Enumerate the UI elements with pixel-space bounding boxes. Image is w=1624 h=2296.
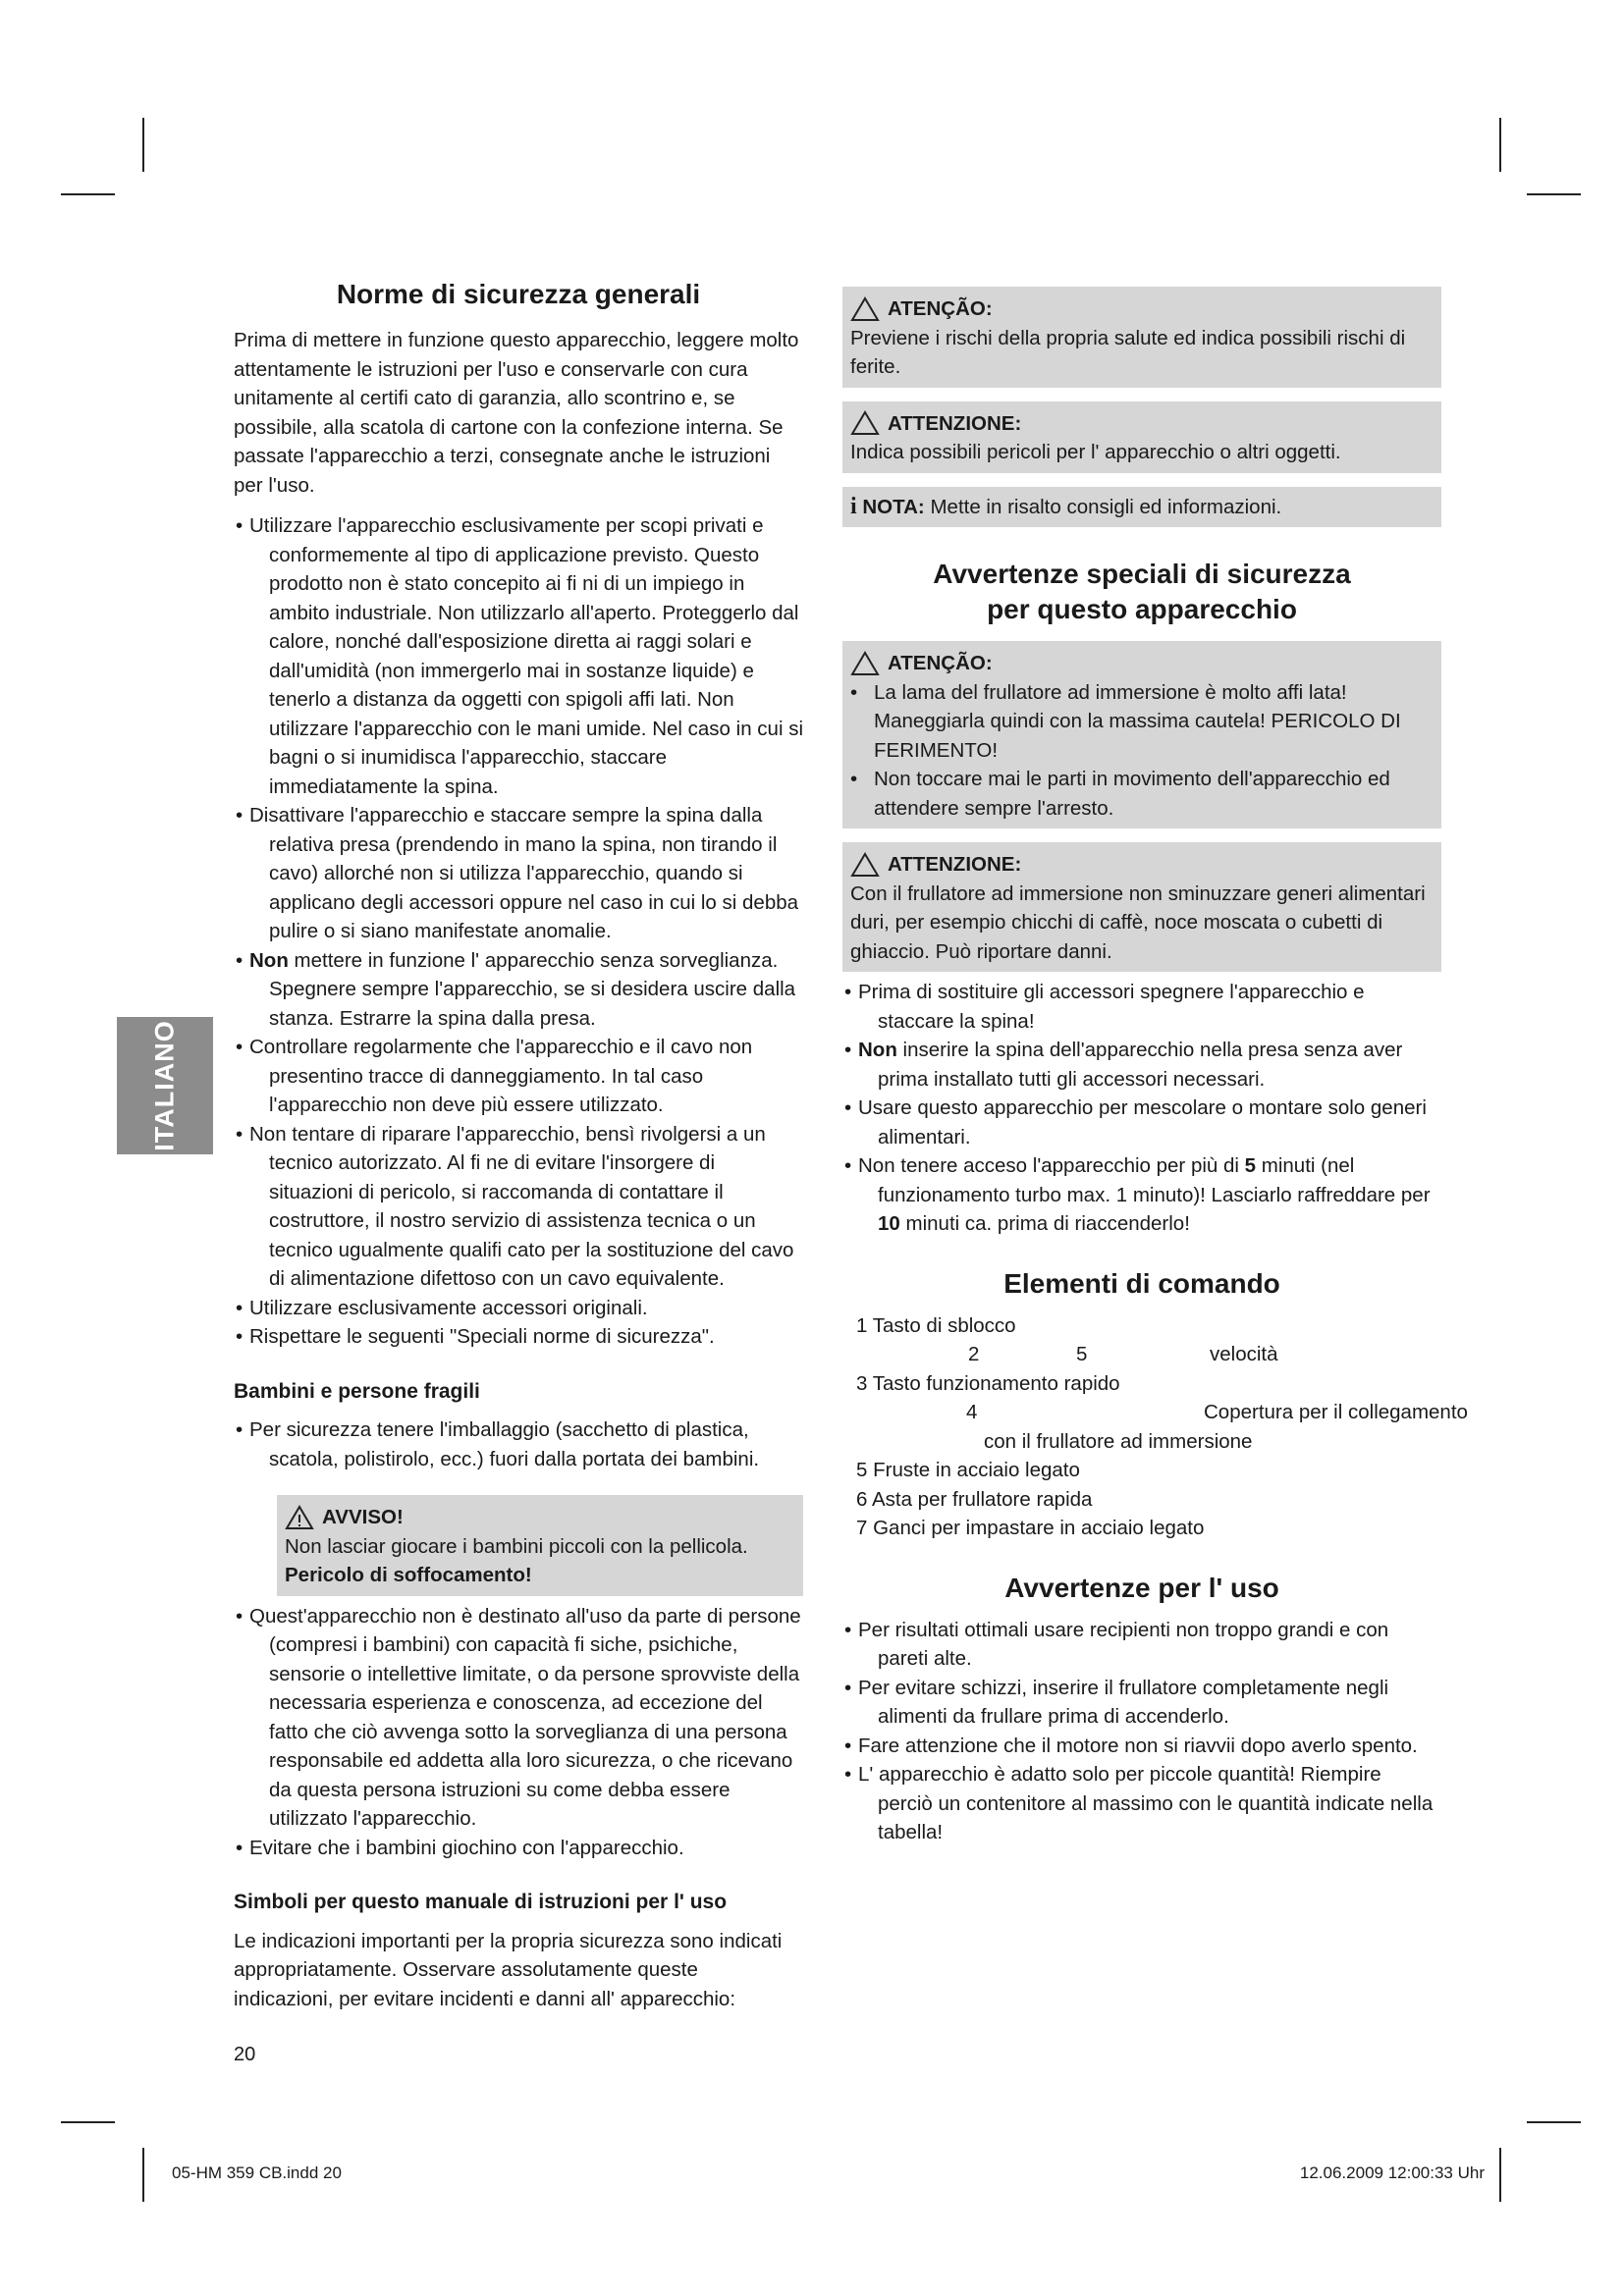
nota-box [842, 487, 1441, 528]
list-item: • Non toccare mai le parti in movimento dell'apparecchio ed attendere sempre l'arresto. [846, 765, 1434, 823]
control-item: 6 Asta per frullatore rapida [856, 1487, 1093, 1511]
list-item: • Utilizzare l'apparecchio esclusivamente per scopi privati e conformemente al tipo di applicazione previsto. Questo prodotto non è stato concepito ai fi ni di un impiego in ambito industriale. Non utilizzarlo all'aperto. Proteggerlo dal calore, nonché dall'esposizione diretta ai raggi solari e dall'umidità (non immergerlo mai in sostanze liquide) e tenerlo a distanza da oggetti con spigoli affi lati. Non utilizzare l'apparecchio con le mani umide. Nel caso in cui si bagni o si inumidisca l'apparecchio, staccare immediatamente la spina. [234, 511, 803, 801]
control-item: 3 Tasto funzionamento rapido [856, 1371, 1120, 1395]
usage-title: Avvertenze per l' uso [1004, 1572, 1279, 1603]
avviso-box [277, 1495, 803, 1596]
intro-paragraph: Prima di mettere in funzione questo apparecchio, leggere molto attentamente le istruzioni per l'uso e conservarle con cura unitamente al certifi cato di garanzia, allo scontrino e, se possibile, alla scatola di cartone con la confezione interna. Se passate l'apparecchio a terzi, consegnate anche le istruzioni per l'uso. [234, 329, 799, 497]
language-tab [117, 1017, 213, 1154]
language-tab-label: ITALIANO [149, 1020, 180, 1151]
list-item: • Evitare che i bambini giochino con l'apparecchio. [234, 1834, 803, 1863]
control-item: con il frullatore ad immersione [984, 1429, 1253, 1453]
avviso-text: Non lasciar giocare i bambini piccoli con la pellicola. [285, 1534, 748, 1558]
list-item: • L' apparecchio è adatto solo per piccole quantità! Riempire perciò un contenitore al massimo con le quantità indicate nella tabella! [842, 1760, 1441, 1847]
crop-mark [61, 193, 115, 195]
control-item: 7 Ganci per impastare in acciaio legato [856, 1517, 1205, 1539]
crop-mark [1527, 2121, 1581, 2123]
left-column [234, 277, 803, 2013]
attenzione-2-text: Con il frullatore ad immersione non sminuzzare generi alimentari duri, per esempio chicchi di caffè, noce moscata o cubetti di ghiaccio. Può riportare danni. [850, 881, 1426, 963]
atencao-box-2 [842, 641, 1441, 828]
general-safety-list [234, 511, 803, 1352]
list-item: • Non tenere acceso l'apparecchio per più di 5 minuti (nel funzionamento turbo max. 1 minuto)! Lasciarlo raffreddare per 10 minuti ca. prima di riaccenderlo! [842, 1151, 1441, 1239]
children-list-2 [234, 1602, 803, 1863]
special-safety-title-line2: per questo apparecchio [987, 594, 1297, 624]
list-item: • Controllare regolarmente che l'apparecchio e il cavo non presentino tracce di danneggiamento. In tal caso l'apparecchio non deve più essere utilizzato. [234, 1033, 803, 1120]
children-heading: Bambini e persone fragili [234, 1379, 480, 1403]
avviso-bold: Pericolo di soffocamento! [285, 1564, 532, 1586]
atencao-title: ATENÇÃO: [888, 297, 993, 320]
warning-triangle-icon [850, 296, 880, 322]
control-item: 4 Copertura per il collegamento [966, 1401, 1468, 1423]
list-item: • Prima di sostituire gli accessori spegnere l'apparecchio e staccare la spina! [842, 978, 1441, 1036]
page-number: 20 [234, 2044, 256, 2065]
right-column [842, 287, 1468, 1847]
section-title-general-safety: Norme di sicurezza generali [336, 279, 701, 309]
list-item: • Quest'apparecchio non è destinato all'uso da parte di persone (compresi i bambini) con capacità fi siche, psichiche, sensorie o intellettive limitate, o da persone sprovviste della necessaria esperienza e conoscenza, ad eccezione del fatto che ciò avvenga sotto la sorveglianza di una persona responsabile ed addetta alla loro sicurezza, o che ricevano da questa persona istruzioni su come debba essere utilizzato l'apparecchio. [234, 1602, 803, 1834]
attenzione-title: ATTENZIONE: [888, 411, 1022, 435]
symbols-paragraph: Le indicazioni importanti per la propria sicurezza sono indicati appropriatamente. Osservare assolutamente queste indicazioni, per evitare incidenti e danni all' apparecchio: [234, 1929, 783, 2010]
children-list [234, 1415, 803, 1473]
crop-mark [1499, 2148, 1501, 2202]
usage-list [842, 1616, 1441, 1847]
info-icon: i [850, 493, 857, 519]
list-item: • Utilizzare esclusivamente accessori originali. [234, 1294, 803, 1323]
control-item: 5 Fruste in acciaio legato [856, 1459, 1080, 1481]
nota-title: NOTA: [862, 495, 925, 518]
control-item: 1 Tasto di sblocco [856, 1313, 1016, 1337]
attenzione-box [842, 401, 1441, 473]
list-item: • Non mettere in funzione l' apparecchio senza sorveglianza. Spegnere sempre l'apparecchio, se si desidera uscire dalla stanza. Estrarre la spina dalla presa. [234, 946, 803, 1034]
crop-mark [1499, 118, 1501, 172]
attenzione-text: Indica possibili pericoli per l' apparecchio o altri oggetti. [850, 441, 1341, 463]
control-item: 2 5 velocità [968, 1343, 1278, 1365]
crop-mark [142, 2148, 144, 2202]
nota-text: Mette in risalto consigli ed informazioni. [924, 495, 1282, 518]
list-item: • Fare attenzione che il motore non si riavvii dopo averlo spento. [842, 1732, 1441, 1761]
atencao-text: Previene i rischi della propria salute ed indica possibili rischi di ferite. [850, 326, 1406, 378]
warning-triangle-icon [850, 410, 880, 436]
warning-triangle-icon [850, 852, 880, 878]
list-item: • Non inserire la spina dell'apparecchio nella presa senza aver prima installato tutti gli accessori necessari. [842, 1036, 1441, 1094]
list-item: • Per evitare schizzi, inserire il frullatore completamente negli alimenti da frullare prima di accenderlo. [842, 1674, 1441, 1732]
footer-file: 05-HM 359 CB.indd 20 [172, 2163, 342, 2182]
attenzione-box-2 [842, 842, 1441, 972]
symbols-heading: Simboli per questo manuale di istruzioni per l' uso [234, 1891, 728, 1913]
controls-title: Elementi di comando [1003, 1267, 1280, 1299]
controls-list [842, 1311, 1468, 1543]
list-item: • Rispettare le seguenti "Speciali norme di sicurezza". [234, 1322, 803, 1352]
list-item: • La lama del frullatore ad immersione è molto affi lata! Maneggiarla quindi con la massima cautela! PERICOLO DI FERIMENTO! [846, 678, 1434, 766]
footer-date: 12.06.2009 12:00:33 Uhr [1299, 2163, 1485, 2182]
list-item: • Disattivare l'apparecchio e staccare sempre la spina dalla relativa presa (prendendo in mano la spina, non tirando il cavo) allorché non si utilizza l'apparecchio, quando si applicano degli accessori oppure nel caso in cui lo si debba pulire o si siano manifestate anomalie. [234, 801, 803, 946]
warning-triangle-icon [850, 651, 880, 676]
right-safety-list [842, 978, 1441, 1239]
atencao-2-title: ATENÇÃO: [888, 652, 993, 674]
attenzione-2-title: ATTENZIONE: [888, 853, 1022, 876]
special-safety-title [842, 557, 1441, 627]
special-safety-title-line1: Avvertenze speciali di sicurezza [933, 559, 1351, 589]
list-item: • Per sicurezza tenere l'imballaggio (sacchetto di plastica, scatola, polistirolo, ecc.) fuori dalla portata dei bambini. [234, 1415, 803, 1473]
crop-mark [61, 2121, 115, 2123]
warning-icon [285, 1505, 314, 1530]
crop-mark [142, 118, 144, 172]
avviso-title [285, 1503, 795, 1532]
list-item: • Usare questo apparecchio per mescolare o montare solo generi alimentari. [842, 1094, 1441, 1151]
avviso-title-text: AVVISO! [322, 1506, 404, 1528]
atencao-box [842, 287, 1441, 388]
atencao-2-list [846, 678, 1434, 824]
crop-mark [1527, 193, 1581, 195]
list-item: • Per risultati ottimali usare recipienti non troppo grandi e con pareti alte. [842, 1616, 1441, 1674]
list-item: • Non tentare di riparare l'apparecchio, bensì rivolgersi a un tecnico autorizzato. Al fi ne di evitare l'insorgere di situazioni di pericolo, si raccomanda di contattare il costruttore, il nostro servizio di assistenza tecnica o un tecnico ugualmente qualifi cato per la sostituzione del cavo di alimentazione difettoso con un cavo equivalente. [234, 1120, 803, 1294]
